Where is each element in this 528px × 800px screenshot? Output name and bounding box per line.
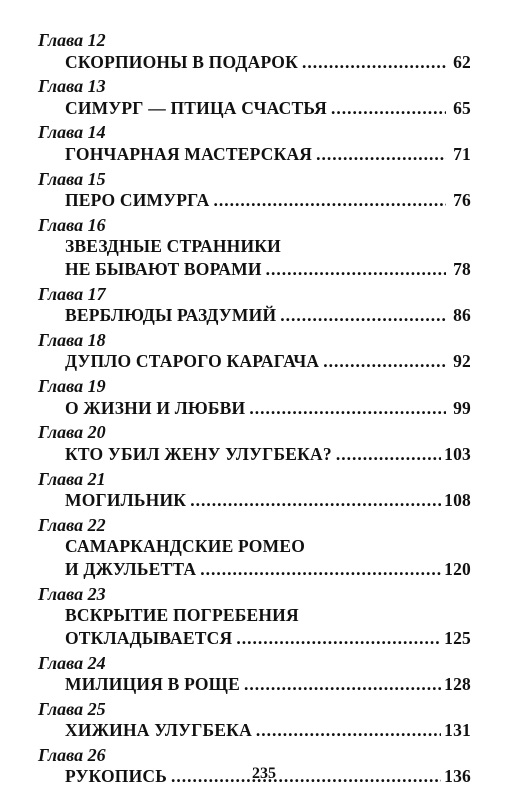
- chapter-label: Глава 16: [38, 214, 106, 235]
- toc-title-line: [65, 673, 471, 695]
- chapter-label: Глава 12: [38, 30, 106, 50]
- chapter-title: РУКОПИСЬ: [65, 766, 167, 787]
- dot-leader: [190, 489, 441, 511]
- dot-leader: [200, 558, 441, 580]
- chapter-title: ВЕРБЛЮДЫ РАЗДУМИЙ: [65, 305, 277, 326]
- toc-title-line: [65, 558, 471, 580]
- page-ref: 92: [453, 351, 471, 372]
- dot-leader: [236, 627, 441, 649]
- chapter-title: ХИЖИНА УЛУГБЕКА: [65, 720, 252, 741]
- toc-title-line: [65, 51, 471, 73]
- chapter-title: СИМУРГ — ПТИЦА СЧАСТЬЯ: [65, 97, 328, 118]
- chapter-title: МОГИЛЬНИК: [65, 490, 187, 510]
- toc-title-line: [65, 397, 471, 419]
- page-ref: 108: [444, 490, 471, 510]
- chapter-title: НЕ БЫВАЮТ ВОРАМИ: [65, 258, 262, 279]
- toc-title-line: [65, 143, 471, 165]
- dot-leader: [336, 443, 441, 465]
- page-ref: 103: [444, 443, 471, 464]
- page-number: 235: [252, 765, 276, 782]
- chapter-label: Глава 24: [38, 652, 106, 673]
- dot-leader: [244, 673, 441, 695]
- toc-title-line: [65, 350, 471, 372]
- chapter-title: ЗВЕЗДНЫЕ СТРАННИКИ: [65, 236, 281, 257]
- chapter-title: СКОРПИОНЫ В ПОДАРОК: [65, 51, 298, 72]
- page-ref: 131: [444, 720, 471, 741]
- page-ref: 65: [453, 97, 471, 118]
- chapter-label: Глава 19: [38, 376, 106, 397]
- chapter-title: МИЛИЦИЯ В РОЩЕ: [65, 674, 240, 694]
- chapter-title: ОТКЛАДЫВАЕТСЯ: [65, 627, 233, 648]
- dot-leader: [256, 719, 441, 741]
- chapter-label: Глава 18: [38, 329, 106, 350]
- dot-leader: [280, 304, 446, 326]
- dot-leader: [323, 350, 446, 372]
- chapter-title: КТО УБИЛ ЖЕНУ УЛУГБЕКА?: [65, 443, 332, 464]
- chapter-label: Глава 25: [38, 698, 106, 719]
- toc-title-line: [65, 97, 471, 119]
- toc-title-line: [65, 489, 471, 511]
- chapter-label: Глава 20: [38, 422, 106, 443]
- chapter-label: Глава 15: [38, 168, 106, 189]
- page-ref: 128: [444, 674, 471, 694]
- chapter-title: И ДЖУЛЬЕТТА: [65, 558, 197, 579]
- chapter-title: ВСКРЫТИЕ ПОГРЕБЕНИЯ: [65, 605, 299, 626]
- dot-leader: [331, 97, 446, 119]
- chapter-label: Глава 22: [38, 514, 106, 535]
- toc-title-line: [65, 719, 471, 741]
- dot-leader: [302, 51, 446, 73]
- dot-leader: [213, 189, 446, 211]
- dot-leader: [249, 397, 446, 419]
- chapter-label: Глава 23: [38, 583, 106, 604]
- toc-title-line: [65, 443, 471, 465]
- page-ref: 78: [453, 258, 471, 279]
- page-ref: 120: [444, 558, 471, 579]
- toc-title-line: [65, 627, 471, 649]
- page-ref: 76: [453, 190, 471, 211]
- chapter-title: ГОНЧАРНАЯ МАСТЕРСКАЯ: [65, 143, 313, 164]
- chapter-title: ДУПЛО СТАРОГО КАРАГАЧА: [65, 351, 320, 372]
- dot-leader: [266, 258, 446, 280]
- page-ref: 62: [453, 51, 471, 72]
- toc-title-line: [65, 189, 471, 211]
- page-ref: 71: [453, 143, 471, 164]
- chapter-label: Глава 17: [38, 283, 106, 304]
- page-ref: 125: [444, 627, 471, 648]
- chapter-label: Глава 13: [38, 76, 106, 97]
- page-ref: 99: [453, 397, 471, 418]
- chapter-label: Глава 21: [38, 468, 106, 489]
- toc-title-line: [65, 258, 471, 280]
- chapter-title: САМАРКАНДСКИЕ РОМЕО: [65, 536, 306, 557]
- chapter-title: ПЕРО СИМУРГА: [65, 190, 210, 211]
- chapter-title: О ЖИЗНИ И ЛЮБВИ: [65, 397, 246, 418]
- chapter-label: Глава 26: [38, 744, 106, 765]
- page-ref: 136: [444, 766, 471, 787]
- page-ref: 86: [453, 305, 471, 326]
- chapter-label: Глава 14: [38, 122, 106, 143]
- dot-leader: [316, 143, 446, 165]
- toc-title-line: [65, 304, 471, 326]
